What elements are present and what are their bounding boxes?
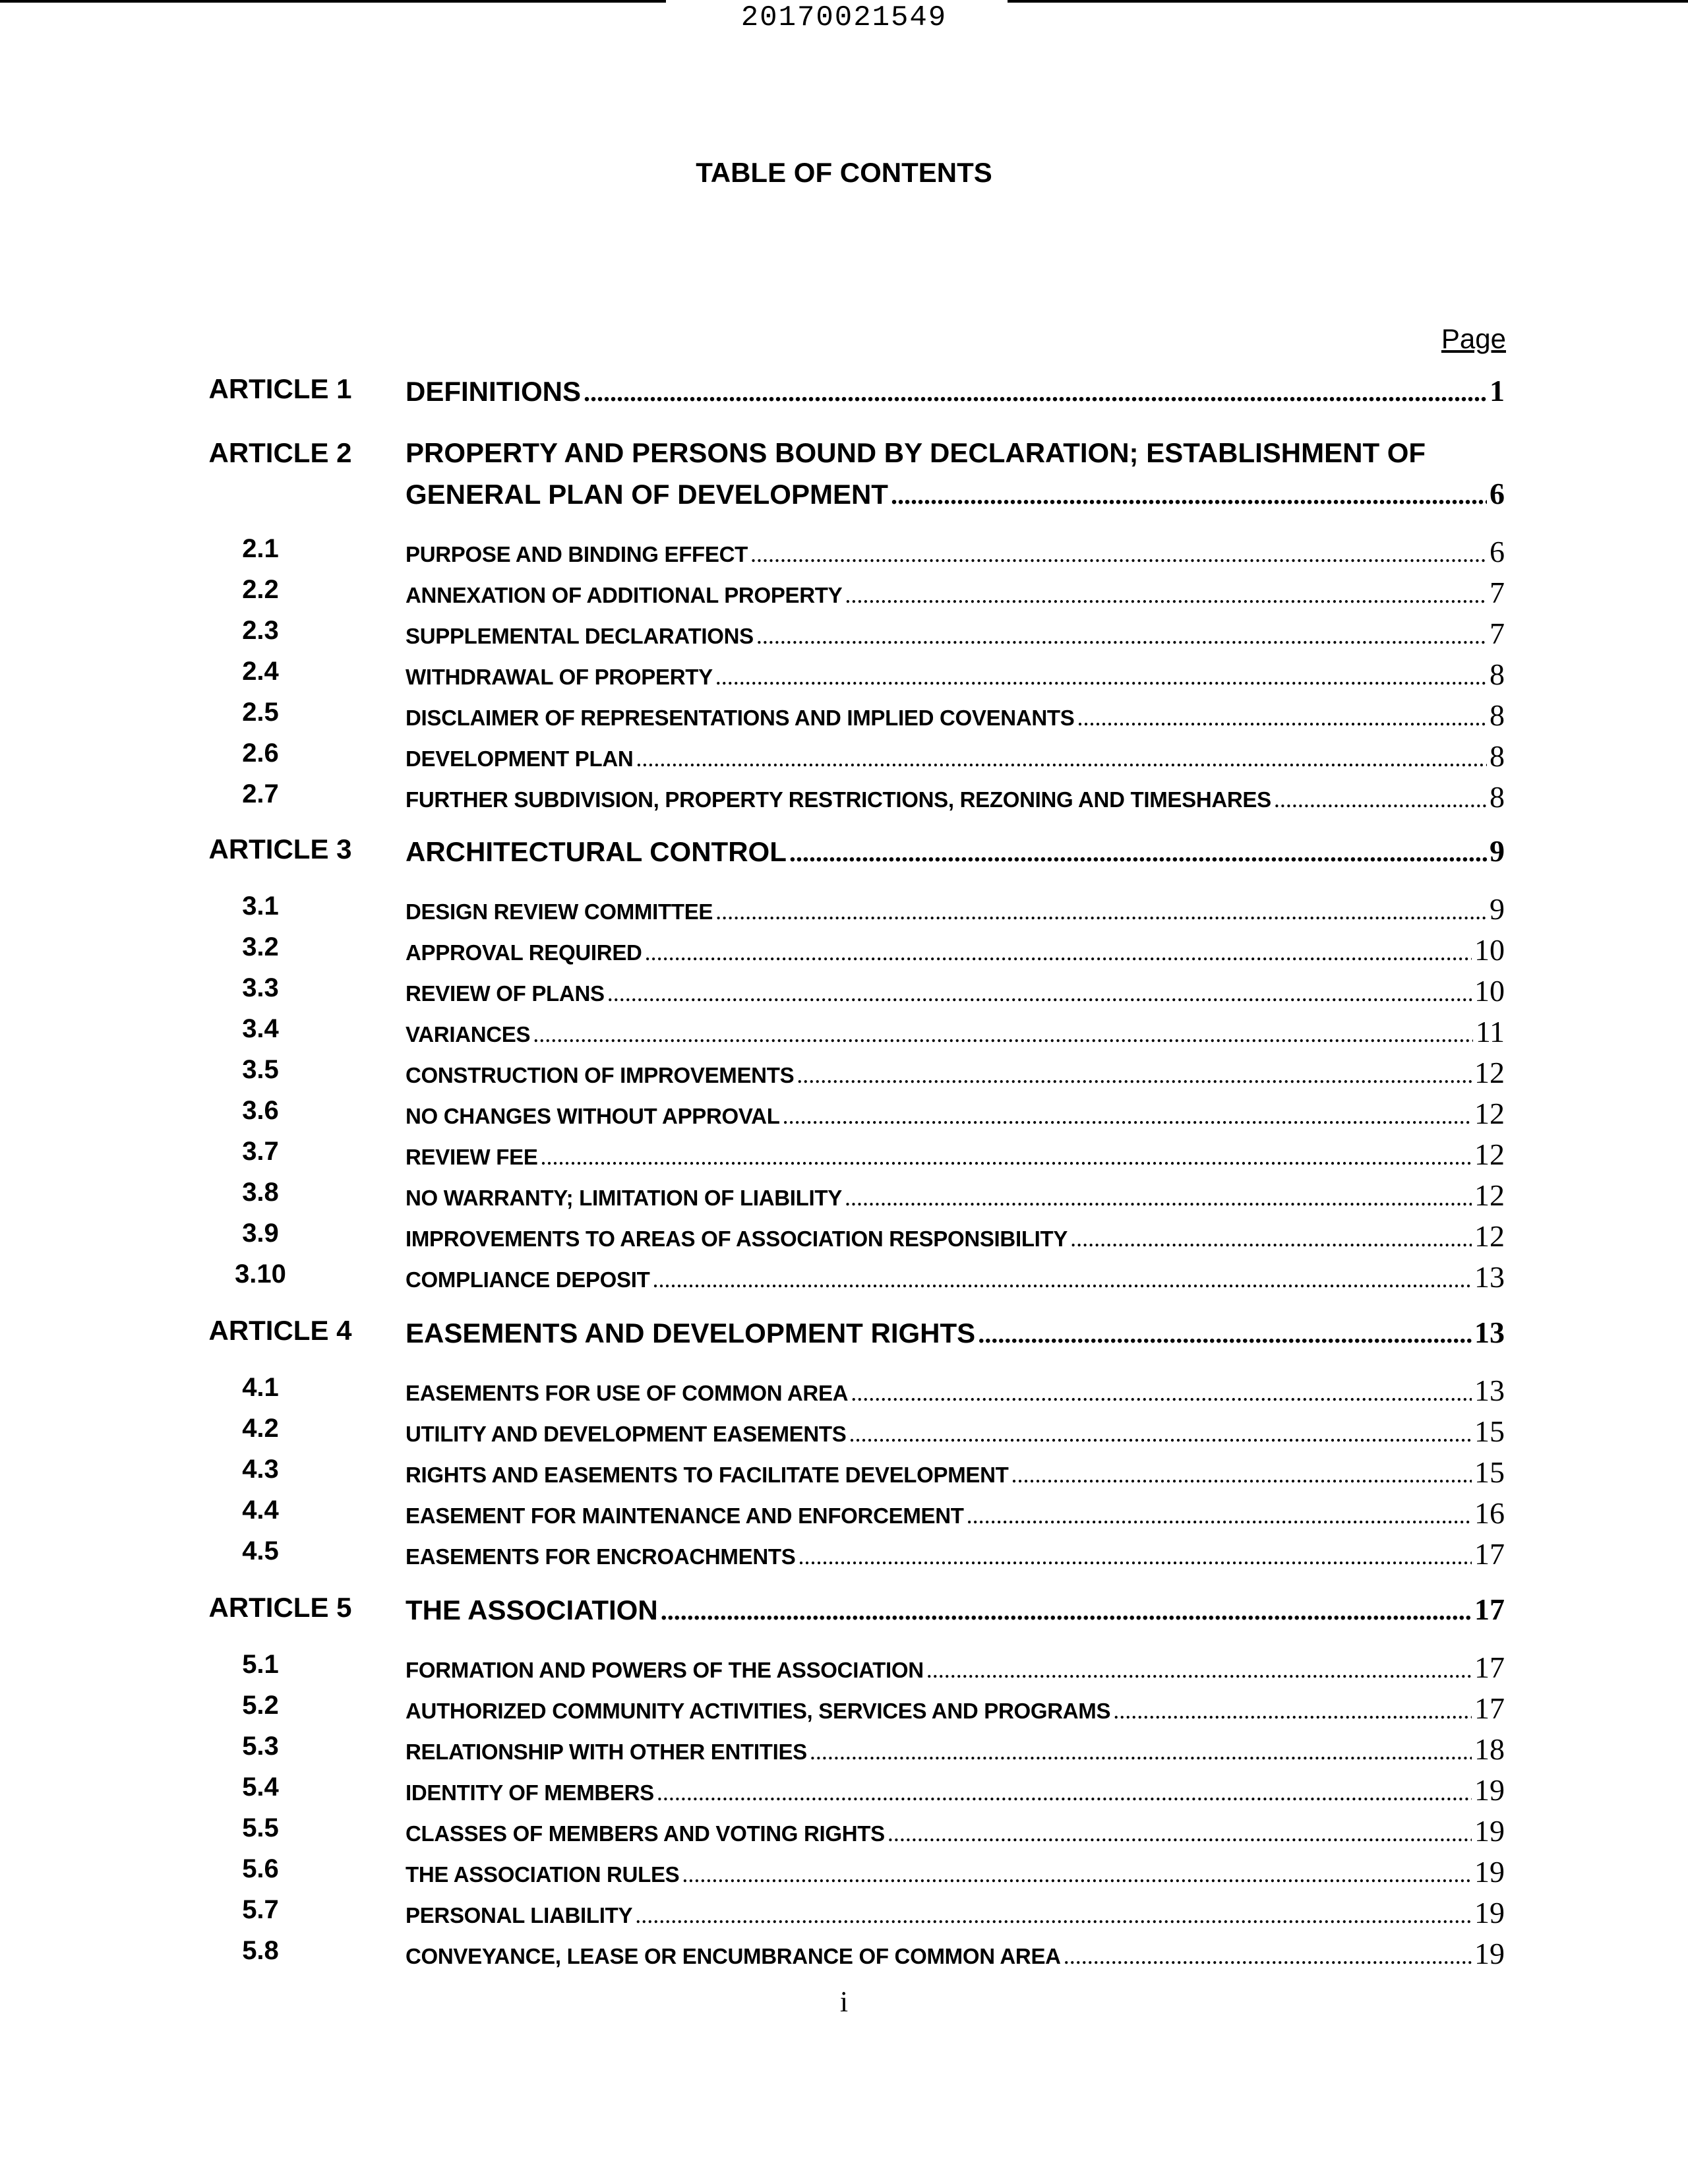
page-number: 8 — [1490, 739, 1505, 773]
section-title: RIGHTS AND EASEMENTS TO FACILITATE DEVELOPMENT — [406, 1463, 1009, 1487]
page-number: 17 — [1474, 1651, 1505, 1684]
dot-leader — [607, 979, 1472, 1007]
section-title: THE ASSOCIATION RULES — [406, 1862, 680, 1887]
section-title: NO CHANGES WITHOUT APPROVAL — [406, 1104, 780, 1128]
page-number: 8 — [1490, 698, 1505, 732]
section-number: 2.7 — [242, 779, 279, 808]
section-number: 3.9 — [242, 1219, 279, 1248]
page-number: 12 — [1474, 1138, 1505, 1171]
dot-leader — [715, 663, 1487, 690]
page-number: 12 — [1474, 1097, 1505, 1130]
page-number: 17 — [1474, 1537, 1505, 1571]
section-title: CONVEYANCE, LEASE OR ENCUMBRANCE OF COMMON AREA — [406, 1944, 1061, 1968]
dot-leader — [584, 377, 1487, 408]
page-number: 13 — [1474, 1316, 1505, 1349]
section-title: FORMATION AND POWERS OF THE ASSOCIATION — [406, 1658, 924, 1682]
dot-leader — [1064, 1942, 1472, 1970]
dot-leader — [797, 1061, 1472, 1089]
dot-leader — [798, 1542, 1472, 1570]
article-number: ARTICLE 1 — [208, 373, 352, 404]
page-number: 12 — [1474, 1219, 1505, 1253]
dot-leader — [845, 581, 1487, 609]
section-title: REVIEW FEE — [406, 1145, 538, 1169]
article-number: ARTICLE 5 — [208, 1592, 352, 1623]
section-number: 2.2 — [242, 575, 279, 604]
section-number: 5.7 — [242, 1895, 279, 1924]
section-number: 3.7 — [242, 1137, 279, 1166]
section-number: 3.2 — [242, 932, 279, 961]
page-number: 13 — [1474, 1374, 1505, 1407]
section-title: NO WARRANTY; LIMITATION OF LIABILITY — [406, 1186, 842, 1210]
section-title: IDENTITY OF MEMBERS — [406, 1780, 654, 1805]
page-number: 10 — [1474, 974, 1505, 1008]
section-number: 4.4 — [242, 1496, 279, 1525]
dot-leader — [541, 1143, 1472, 1170]
page-number: 15 — [1474, 1414, 1505, 1448]
section-title: VARIANCES — [406, 1022, 531, 1046]
section-number: 3.1 — [242, 892, 279, 921]
article-title: DEFINITIONS — [406, 376, 582, 407]
dot-leader — [715, 897, 1487, 925]
article-title: THE ASSOCIATION — [406, 1594, 658, 1625]
dot-leader — [645, 938, 1472, 966]
page-number: 18 — [1474, 1732, 1505, 1766]
article-title: EASEMENTS AND DEVELOPMENT RIGHTS — [406, 1318, 976, 1349]
page-number: 9 — [1490, 834, 1505, 868]
section-number: 3.8 — [242, 1178, 279, 1207]
section-number: 2.1 — [242, 534, 279, 563]
dot-leader — [1070, 1225, 1472, 1252]
dot-leader — [657, 1778, 1472, 1806]
dot-leader — [789, 837, 1487, 868]
dot-leader — [891, 479, 1487, 510]
article-number: ARTICLE 3 — [208, 834, 352, 864]
page-number: 11 — [1475, 1015, 1505, 1048]
section-title: DESIGN REVIEW COMMITTEE — [406, 899, 713, 924]
page-number: 7 — [1490, 576, 1505, 609]
dot-leader — [967, 1502, 1472, 1529]
page-number: 15 — [1474, 1455, 1505, 1489]
dot-leader — [851, 1379, 1472, 1407]
page-number: 12 — [1474, 1178, 1505, 1212]
section-title: PERSONAL LIABILITY — [406, 1903, 633, 1927]
page-number: 17 — [1474, 1592, 1505, 1626]
dot-leader — [635, 1901, 1472, 1929]
section-number: 5.6 — [242, 1854, 279, 1883]
section-title: EASEMENT FOR MAINTENANCE AND ENFORCEMENT — [406, 1503, 964, 1528]
page-number: 8 — [1490, 780, 1505, 814]
page-number: 10 — [1474, 933, 1505, 967]
section-title: CLASSES OF MEMBERS AND VOTING RIGHTS — [406, 1821, 885, 1846]
dot-leader — [926, 1656, 1472, 1684]
dot-leader — [1011, 1461, 1472, 1488]
page-number: 7 — [1490, 617, 1505, 650]
section-number: 3.6 — [242, 1096, 279, 1125]
article-title-line-1: PROPERTY AND PERSONS BOUND BY DECLARATION; ESTABLISHMENT OF — [406, 437, 1426, 468]
dot-leader — [750, 540, 1487, 568]
dot-leader — [888, 1819, 1472, 1847]
dot-leader — [849, 1420, 1472, 1447]
section-number: 4.5 — [242, 1536, 279, 1565]
dot-leader — [810, 1738, 1472, 1765]
page-number: 6 — [1490, 477, 1505, 510]
section-number: 3.4 — [242, 1014, 279, 1043]
page-number: 17 — [1474, 1691, 1505, 1725]
page-number: 19 — [1474, 1773, 1505, 1807]
section-title: AUTHORIZED COMMUNITY ACTIVITIES, SERVICES AND PROGRAMS — [406, 1699, 1111, 1723]
section-number: 5.1 — [242, 1650, 279, 1679]
article-number: ARTICLE 4 — [208, 1315, 352, 1346]
section-title: APPROVAL REQUIRED — [406, 940, 642, 965]
section-number: 4.2 — [242, 1414, 279, 1443]
section-title: RELATIONSHIP WITH OTHER ENTITIES — [406, 1740, 807, 1764]
section-number: 2.6 — [242, 739, 279, 768]
dot-leader — [978, 1318, 1472, 1349]
page-number: 9 — [1490, 892, 1505, 926]
page-number: 19 — [1474, 1814, 1505, 1848]
page-number: 6 — [1490, 535, 1505, 568]
article-title-line-2: GENERAL PLAN OF DEVELOPMENT — [406, 479, 888, 510]
section-number: 5.4 — [242, 1773, 279, 1802]
article-title: ARCHITECTURAL CONTROL — [406, 836, 787, 867]
dot-leader — [652, 1265, 1472, 1293]
section-number: 3.10 — [235, 1259, 286, 1289]
dot-leader — [756, 622, 1487, 650]
section-title: DEVELOPMENT PLAN — [406, 746, 634, 771]
section-title: FURTHER SUBDIVISION, PROPERTY RESTRICTIONS, REZONING AND TIMESHARES — [406, 787, 1271, 812]
section-title: WITHDRAWAL OF PROPERTY — [406, 665, 713, 689]
article-number: ARTICLE 2 — [208, 437, 352, 468]
section-number: 3.5 — [242, 1055, 279, 1084]
page-number: 19 — [1474, 1896, 1505, 1929]
section-number: 4.3 — [242, 1455, 279, 1484]
page-column-label: Page — [1441, 323, 1506, 354]
section-title: DISCLAIMER OF REPRESENTATIONS AND IMPLIED COVENANTS — [406, 706, 1075, 730]
section-number: 2.4 — [242, 657, 279, 686]
section-title: CONSTRUCTION OF IMPROVEMENTS — [406, 1063, 795, 1087]
page-number: 13 — [1474, 1260, 1505, 1294]
page-number: 16 — [1474, 1496, 1505, 1530]
section-title: REVIEW OF PLANS — [406, 981, 605, 1006]
section-title: ANNEXATION OF ADDITIONAL PROPERTY — [406, 583, 843, 607]
page-number: 8 — [1490, 657, 1505, 691]
section-number: 5.3 — [242, 1732, 279, 1761]
dot-leader — [661, 1595, 1472, 1626]
page-title: TABLE OF CONTENTS — [696, 157, 992, 188]
section-title: SUPPLEMENTAL DECLARATIONS — [406, 624, 754, 648]
section-title: EASEMENTS FOR ENCROACHMENTS — [406, 1544, 796, 1569]
section-title: IMPROVEMENTS TO AREAS OF ASSOCIATION RESPONSIBILITY — [406, 1227, 1068, 1251]
section-number: 2.3 — [242, 616, 279, 645]
dot-leader — [1274, 785, 1487, 813]
section-title: PURPOSE AND BINDING EFFECT — [406, 542, 748, 566]
footer-page-number: i — [839, 1986, 849, 2018]
document-number: 20170021549 — [740, 1, 948, 34]
section-number: 5.5 — [242, 1813, 279, 1842]
dot-leader — [1077, 704, 1487, 731]
page-number: 19 — [1474, 1855, 1505, 1889]
section-number: 2.5 — [242, 698, 279, 727]
dot-leader — [783, 1102, 1472, 1130]
dot-leader — [682, 1860, 1472, 1888]
section-title: UTILITY AND DEVELOPMENT EASEMENTS — [406, 1422, 847, 1446]
dot-leader — [636, 744, 1487, 772]
section-title: EASEMENTS FOR USE OF COMMON AREA — [406, 1381, 849, 1405]
dot-leader — [1113, 1697, 1472, 1724]
section-number: 5.2 — [242, 1691, 279, 1720]
section-title: COMPLIANCE DEPOSIT — [406, 1267, 650, 1292]
page-number: 1 — [1490, 374, 1505, 408]
section-number: 3.3 — [242, 973, 279, 1002]
page-number: 19 — [1474, 1937, 1505, 1970]
section-number: 5.8 — [242, 1936, 279, 1965]
dot-leader — [533, 1020, 1472, 1048]
page-number: 12 — [1474, 1056, 1505, 1089]
dot-leader — [845, 1184, 1472, 1211]
section-number: 4.1 — [242, 1373, 279, 1402]
